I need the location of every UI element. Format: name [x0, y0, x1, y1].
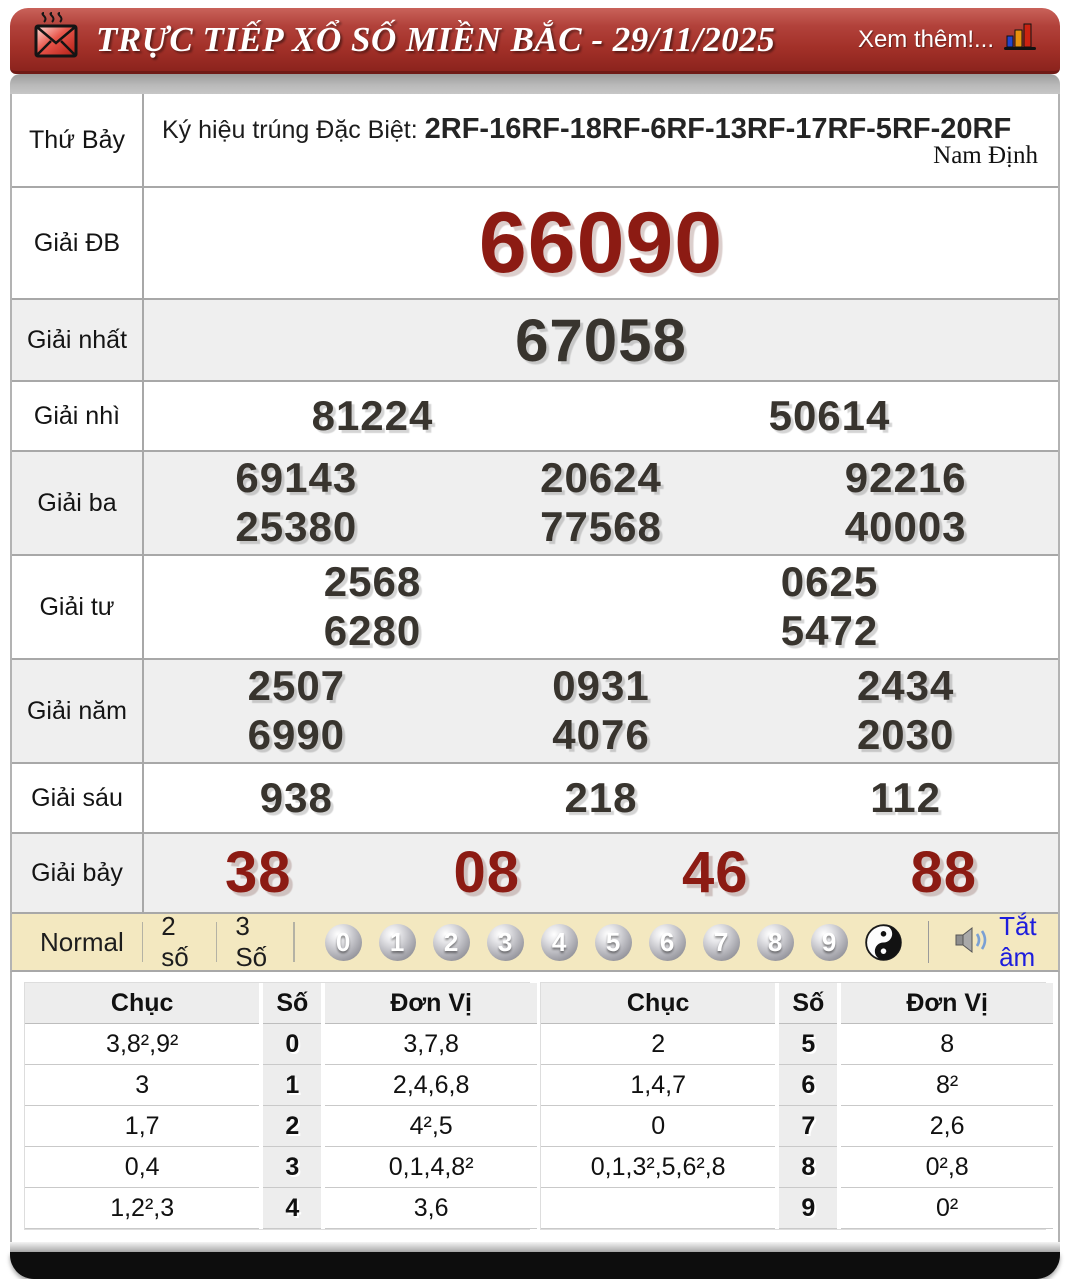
units-cell: 3,7,8 [325, 1024, 537, 1065]
prize-number: 2507 [247, 662, 346, 710]
prize-number: 2030 [856, 711, 955, 759]
table-row [25, 1065, 529, 1106]
column-header: Chục [25, 983, 259, 1024]
digit-cell: 3 [263, 1147, 321, 1188]
table-header-row [25, 983, 529, 1024]
tens-cell [541, 1188, 775, 1229]
results-table [10, 94, 1060, 914]
day-label: Thứ Bảy [12, 94, 144, 186]
prize-number: 81224 [311, 391, 434, 439]
tens-cell: 0 [541, 1106, 775, 1147]
stats-table-left [24, 982, 530, 1230]
prize-row-5 [12, 660, 1058, 764]
prize-number: 5472 [780, 607, 879, 655]
prize-row-2 [12, 382, 1058, 452]
tens-cell: 1,7 [25, 1106, 259, 1147]
lottery-widget [10, 8, 1060, 1279]
table-row [25, 1106, 529, 1147]
prize-number: 2434 [856, 662, 955, 710]
control-bar [10, 911, 1060, 972]
digit-cell: 7 [779, 1106, 837, 1147]
mute-button[interactable] [955, 911, 1048, 973]
mode-normal[interactable]: Normal [40, 926, 124, 957]
tens-cell: 3 [25, 1065, 259, 1106]
prize-row-6 [12, 764, 1058, 834]
prize-number: 40003 [844, 503, 967, 551]
digit-cell: 8 [779, 1147, 837, 1188]
digit-cell: 9 [779, 1188, 837, 1229]
see-more-label: Xem thêm!... [857, 25, 994, 53]
prize-number: 20624 [540, 454, 662, 502]
bottom-divider-strip [10, 1242, 1060, 1252]
prize-number: 6280 [323, 607, 422, 655]
digit-cell: 1 [263, 1065, 321, 1106]
mode-3-digits[interactable]: 3 Số [235, 911, 268, 972]
prize-label: Giải sáu [12, 764, 144, 832]
units-cell: 0² [841, 1188, 1053, 1229]
prize-number: 67058 [515, 306, 687, 374]
prize-row-3 [12, 452, 1058, 556]
header-divider-strip [10, 74, 1060, 94]
units-cell: 0,1,4,8² [325, 1147, 537, 1188]
prize-number: 6990 [247, 711, 346, 759]
column-header: Đơn Vị [841, 983, 1053, 1024]
prize-label: Giải nhất [12, 300, 144, 380]
prize-label: Giải nhì [12, 382, 144, 450]
mail-icon [32, 12, 80, 67]
prize-number: 4076 [552, 711, 650, 759]
table-row [541, 1065, 1045, 1106]
bar-chart-icon [1004, 22, 1038, 57]
prize-number: 38 [224, 839, 292, 905]
divider [928, 921, 929, 963]
ball-3[interactable]: 3 [487, 924, 524, 961]
ball-2[interactable]: 2 [433, 924, 470, 961]
ball-8[interactable]: 8 [757, 924, 794, 961]
prize-number: 938 [259, 773, 333, 821]
table-row [541, 1024, 1045, 1065]
prize-number: 66090 [478, 194, 724, 291]
table-row [541, 1147, 1045, 1188]
column-header: Đơn Vị [325, 983, 537, 1024]
units-cell: 2,6 [841, 1106, 1053, 1147]
prize-label: Giải tư [12, 556, 144, 658]
prize-number: 218 [564, 773, 638, 821]
prize-number: 112 [870, 773, 942, 821]
ball-1[interactable]: 1 [379, 924, 416, 961]
units-cell: 4²,5 [325, 1106, 537, 1147]
tens-cell: 1,2²,3 [25, 1188, 259, 1229]
speaker-icon [955, 925, 991, 960]
tens-cell: 3,8²,9² [25, 1024, 259, 1065]
prize-row-1 [12, 300, 1058, 382]
prize-label: Giải ĐB [12, 188, 144, 298]
prize-number: 50614 [768, 391, 891, 439]
units-cell: 0²,8 [841, 1147, 1053, 1188]
province-name: Nam Định [933, 142, 1038, 170]
see-more-link[interactable] [858, 22, 1038, 57]
column-header: Số [263, 983, 321, 1024]
statistics-section [10, 972, 1060, 1242]
stats-table-right [540, 982, 1046, 1230]
tens-cell: 0,1,3²,5,6²,8 [541, 1147, 775, 1188]
prize-number: 25380 [235, 503, 358, 551]
ball-6[interactable]: 6 [649, 924, 686, 961]
units-cell: 8 [841, 1024, 1053, 1065]
table-row [541, 1188, 1045, 1229]
column-header: Số [779, 983, 837, 1024]
column-header: Chục [541, 983, 775, 1024]
ball-9[interactable]: 9 [811, 924, 848, 961]
units-cell: 8² [841, 1065, 1053, 1106]
prize-label: Giải bảy [12, 834, 144, 912]
table-row [25, 1024, 529, 1065]
ball-7[interactable]: 7 [703, 924, 740, 961]
prize-number: 92216 [844, 454, 967, 502]
tens-cell: 2 [541, 1024, 775, 1065]
prize-number: 77568 [540, 503, 662, 551]
digit-balls [325, 924, 902, 961]
prize-row-db [12, 188, 1058, 300]
special-symbol-cell [144, 94, 1058, 186]
prize-number: 08 [453, 839, 520, 905]
divider [293, 922, 294, 962]
table-row [25, 1188, 529, 1229]
page-title: TRỰC TIẾP XỔ SỐ MIỀN BẮC - 29/11/2025 [96, 19, 776, 59]
prize-number: 69143 [235, 454, 358, 502]
yin-yang-icon[interactable] [865, 924, 902, 961]
ball-4[interactable]: 4 [541, 924, 578, 961]
prize-row-7 [12, 834, 1058, 914]
prize-label: Giải năm [12, 660, 144, 762]
tens-cell: 0,4 [25, 1147, 259, 1188]
prize-number: 0931 [552, 662, 650, 710]
units-cell: 3,6 [325, 1188, 537, 1229]
table-row [541, 1106, 1045, 1147]
widget-bottom-frame [10, 1252, 1060, 1279]
header-bar [10, 8, 1060, 74]
digit-cell: 4 [263, 1188, 321, 1229]
symbol-codes: 2RF-16RF-18RF-6RF-13RF-17RF-5RF-20RF [424, 113, 1012, 145]
ball-5[interactable]: 5 [595, 924, 632, 961]
digit-cell: 6 [779, 1065, 837, 1106]
prize-number: 88 [910, 839, 977, 905]
prize-label: Giải ba [12, 452, 144, 554]
prize-number: 46 [681, 839, 749, 905]
digit-cell: 5 [779, 1024, 837, 1065]
prize-row-4 [12, 556, 1058, 660]
prize-number: 2568 [323, 558, 422, 606]
units-cell: 2,4,6,8 [325, 1065, 537, 1106]
digit-cell: 0 [263, 1024, 321, 1065]
ball-0[interactable]: 0 [325, 924, 362, 961]
mode-2-digits[interactable]: 2 số [161, 911, 189, 972]
digit-cell: 2 [263, 1106, 321, 1147]
prize-number: 0625 [780, 558, 879, 606]
table-row [25, 1147, 529, 1188]
info-row [12, 94, 1058, 188]
table-header-row [541, 983, 1045, 1024]
symbol-label: Ký hiệu trúng Đặc Biệt: [162, 116, 425, 144]
tens-cell: 1,4,7 [541, 1065, 775, 1106]
mute-label: Tắt âm [999, 911, 1037, 972]
